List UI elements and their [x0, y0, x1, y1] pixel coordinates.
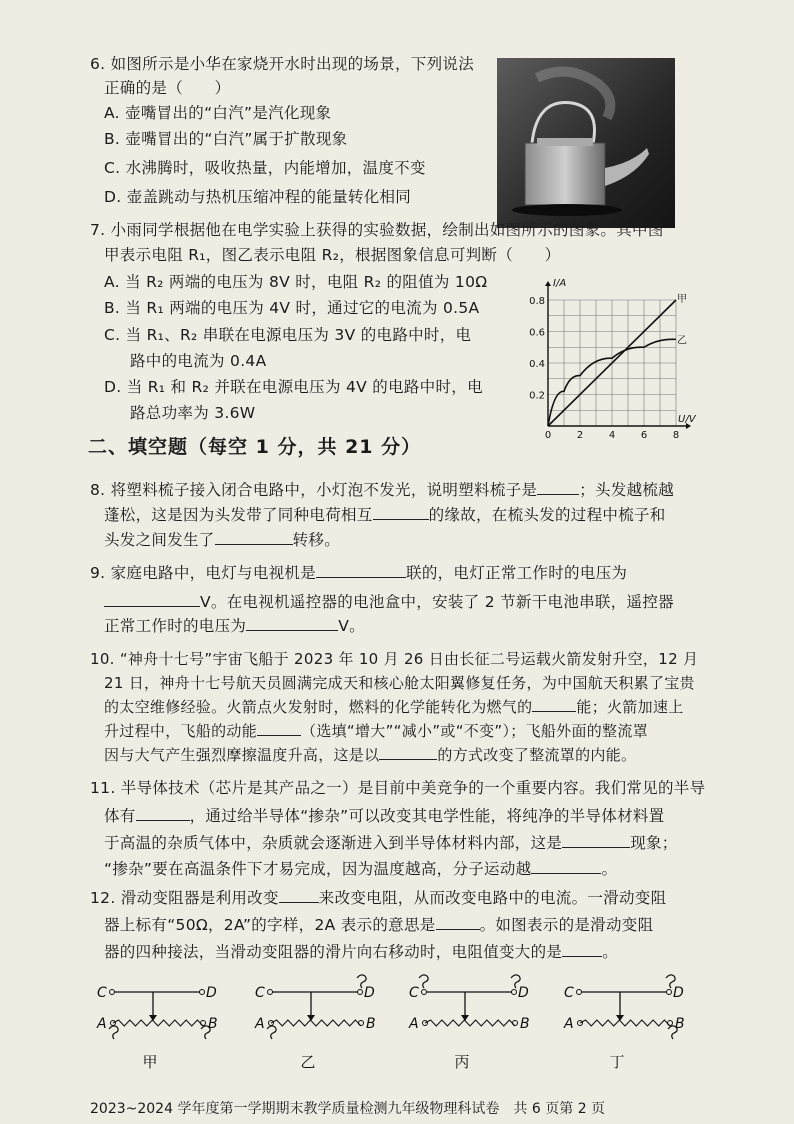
terminal-c: [422, 990, 427, 995]
q9-line2: [104, 590, 674, 612]
diagram-label: 丁: [609, 1053, 625, 1071]
terminal-d-label: D: [364, 985, 375, 1001]
kettle-photo: [497, 58, 675, 228]
lead-wire-a: [267, 1026, 276, 1039]
q10-line1: 10. “神舟十七号”宇宙飞船于 2023 年 10 月 26 日由长征二号运载火箭发射升空，12 月: [90, 650, 699, 668]
q9-blank-3[interactable]: [246, 629, 338, 631]
kettle-illustration: [497, 58, 675, 228]
q12-blank-2[interactable]: [436, 928, 480, 930]
terminal-d-label: D: [518, 985, 529, 1001]
terminal-a-label: A: [97, 1016, 107, 1032]
section-title-fill-blank: 二、填空题（每空 1 分，共 21 分）: [88, 436, 422, 458]
terminal-c: [268, 990, 273, 995]
q11-blank-1[interactable]: [136, 819, 190, 821]
page-footer: 2023~2024 学年度第一学期期末教学质量检测九年级物理科试卷 共 6 页第 2 页: [90, 1101, 606, 1117]
q12-line2: [104, 913, 653, 935]
x-axis-label: U/V: [678, 414, 696, 425]
q10-text-3a: 的太空维修经验。火箭点火发射时，燃料的化学能转化为燃气的: [104, 698, 533, 716]
q11-line2: [104, 804, 664, 826]
q11-text-4b: 。: [601, 860, 618, 878]
q12-blank-3[interactable]: [562, 955, 602, 957]
q7-option-c-line1: C. 当 R₁、R₂ 串联在电源电压为 3V 的电路中时，电: [104, 326, 472, 344]
q10-line5: [104, 744, 636, 765]
q9-text-2a: V。在电视机遥控器的电池盒中，安装了 2 节新干电池串联，遥控器: [200, 593, 674, 611]
q6-stem-line2: 正确的是（ ）: [104, 79, 231, 97]
q11-text-3b: 现象；: [630, 834, 678, 852]
q11-text-3a: 于高温的杂质气体中，杂质就会逐渐进入到半导体材料内部，这是: [104, 834, 563, 852]
terminal-d-label: D: [673, 985, 684, 1001]
q7-option-d-line1: D. 当 R₁ 和 R₂ 并联在电源电压为 4V 的电路中时，电: [104, 378, 483, 396]
rheostat-diagrams-svg: [95, 975, 685, 1075]
terminal-c: [110, 990, 115, 995]
q12-text-2a: 器上标有“50Ω，2A”的字样，2A 表示的意思是: [104, 916, 436, 934]
q6-option-a: A. 壶嘴冒出的“白汽”是汽化现象: [104, 104, 332, 122]
q6-stem-line1: 6. 如图所示是小华在家烧开水时出现的场景，下列说法: [90, 55, 475, 73]
x-tick-label: 6: [640, 430, 648, 441]
q8-blank-3[interactable]: [215, 543, 293, 545]
y-axis-label: I/A: [553, 278, 567, 289]
q10-line3: [104, 696, 684, 717]
terminal-b-label: B: [520, 1016, 530, 1032]
q6-option-d: D. 壶盖跳动与热机压缩冲程的能量转化相同: [104, 188, 412, 206]
q8-blank-1[interactable]: [537, 493, 579, 495]
q11-blank-3[interactable]: [531, 872, 601, 874]
x-tick-label: 2: [576, 430, 584, 441]
y-axis-arrow: [545, 281, 551, 286]
q12-text-3b: 。: [602, 943, 619, 961]
terminal-c-label: C: [564, 985, 574, 1001]
terminal-c-label: C: [97, 985, 107, 1001]
lead-wire-c: [419, 975, 428, 988]
q9-blank-2[interactable]: [104, 605, 200, 607]
y-tick-label: 0.4: [529, 359, 545, 370]
terminal-a-label: A: [564, 1016, 574, 1032]
q7-stem-line1: 7. 小雨同学根据他在电学实验上获得的实验数据，绘制出如图所示的图象。其中图: [90, 221, 664, 239]
rheostat-connection-diagrams: [95, 975, 685, 1075]
terminal-b-label: B: [675, 1016, 685, 1032]
terminal-b: [201, 1021, 206, 1026]
q8-line1: [90, 478, 674, 500]
terminal-d: [200, 990, 205, 995]
q8-text-3a: 头发之间发生了: [104, 531, 215, 549]
terminal-a-label: A: [409, 1016, 419, 1032]
q10-text-4b: （选填“增大”“减小”或“不变”）；飞船外面的整流罩: [301, 722, 648, 740]
q8-text-2b: 的缘故，在梳头发的过程中梳子和: [428, 506, 666, 524]
q10-line4: [104, 720, 648, 741]
q10-text-4a: 升过程中，飞船的动能: [104, 722, 258, 740]
q11-text-2a: 体有: [104, 807, 136, 825]
resistance-wire: [425, 1020, 515, 1026]
q12-text-1a: 12. 滑动变阻器是利用改变: [90, 889, 279, 907]
q10-blank-3[interactable]: [379, 758, 437, 760]
q9-blank-1[interactable]: [316, 576, 406, 578]
terminal-b: [668, 1021, 673, 1026]
q8-text-1b: ；头发越梳越: [579, 481, 675, 499]
resistance-wire: [113, 1020, 203, 1026]
terminal-b: [359, 1021, 364, 1026]
q9-line3: [104, 614, 365, 636]
q10-text-3b: 能；火箭加速上: [576, 698, 684, 716]
q11-text-4a: “掺杂”要在高温条件下才易完成，因为温度越高，分子运动越: [104, 860, 532, 878]
terminal-d: [358, 990, 363, 995]
q9-line1: [90, 561, 627, 583]
q7-option-b: B. 当 R₁ 两端的电压为 4V 时，通过它的电流为 0.5A: [104, 299, 480, 317]
q11-blank-2[interactable]: [562, 846, 630, 848]
q10-text-5b: 的方式改变了整流罩的内能。: [437, 746, 637, 764]
q7-option-d-line2: 路总功率为 3.6W: [130, 404, 256, 422]
q9-text-3b: V。: [338, 617, 365, 635]
resistance-wire: [271, 1020, 361, 1026]
x-tick-label: 0: [544, 430, 552, 441]
q6-option-c: C. 水沸腾时，吸收热量，内能增加，温度不变: [104, 159, 426, 177]
q12-line1: [90, 886, 666, 908]
q8-text-2a: 蓬松，这是因为头发带了同种电荷相互: [104, 506, 373, 524]
diagram-label: 甲: [142, 1053, 158, 1071]
q12-text-3a: 器的四种接法，当滑动变阻器的滑片向右移动时，电阻值变大的是: [104, 943, 563, 961]
terminal-c-label: C: [409, 985, 419, 1001]
q9-text-3a: 正常工作时的电压为: [104, 617, 247, 635]
q11-line4: [104, 857, 617, 879]
x-tick-label: 4: [608, 430, 616, 441]
q10-text-5a: 因与大气产生强烈摩擦温度升高，这是以: [104, 746, 380, 764]
terminal-b: [513, 1021, 518, 1026]
series-label-jia: 甲: [677, 294, 687, 305]
q7-option-a: A. 当 R₂ 两端的电压为 8V 时，电阻 R₂ 的阻值为 10Ω: [104, 273, 488, 291]
q8-text-3b: 转移。: [292, 531, 341, 549]
terminal-b-label: B: [208, 1016, 218, 1032]
q7-option-c-line2: 路中的电流为 0.4A: [130, 352, 267, 370]
q9-text-1b: 联的，电灯正常工作时的电压为: [406, 564, 628, 582]
q7-stem-line2: 甲表示电阻 R₁，图乙表示电阻 R₂，根据图象信息可判断（ ）: [104, 246, 561, 264]
x-tick-label: 8: [672, 430, 680, 441]
q12-text-1b: 来改变电阻，从而改变电路中的电流。一滑动变阻: [318, 889, 667, 907]
q6-option-b: B. 壶嘴冒出的“白汽”属于扩散现象: [104, 130, 348, 148]
series-label-yi: 乙: [677, 335, 687, 347]
q11-line1: 11. 半导体技术（芯片是其产品之一）是目前中美竞争的一个重要内容。我们常见的半导: [90, 779, 706, 797]
terminal-b-label: B: [366, 1016, 376, 1032]
resistance-wire: [580, 1020, 670, 1026]
terminal-d-label: D: [206, 985, 217, 1001]
diagram-label: 丙: [454, 1053, 470, 1071]
terminal-c-label: C: [255, 985, 265, 1001]
q11-text-2b: ，通过给半导体“掺杂”可以改变其电学性能，将纯净的半导体材料置: [189, 807, 665, 825]
diagram-label: 乙: [300, 1053, 316, 1071]
terminal-d: [667, 990, 672, 995]
q9-text-1a: 9. 家庭电路中，电灯与电视机是: [90, 564, 317, 582]
q8-line2: [104, 503, 666, 525]
q10-blank-1[interactable]: [532, 710, 576, 712]
terminal-a-label: A: [255, 1016, 265, 1032]
q12-text-2b: 。如图表示的是滑动变阻: [479, 916, 654, 934]
iu-graph: [526, 278, 696, 441]
terminal-c: [577, 990, 582, 995]
q10-line2: 21 日，神舟十七号航天员圆满完成天和核心舱太阳翼修复任务，为中国航天积累了宝贵: [104, 674, 695, 692]
q8-line3: [104, 528, 340, 550]
y-tick-label: 0.8: [529, 296, 545, 307]
y-tick-label: 0.2: [529, 390, 545, 402]
q8-blank-2[interactable]: [373, 518, 429, 520]
y-tick-label: 0.6: [529, 327, 545, 339]
terminal-d: [512, 990, 517, 995]
q12-blank-1[interactable]: [279, 901, 319, 903]
q12-line3: [104, 940, 618, 962]
q10-blank-2[interactable]: [257, 734, 301, 736]
lead-wire-a: [109, 1026, 118, 1039]
iu-graph-svg: [526, 278, 696, 441]
q11-line3: [104, 831, 678, 853]
q8-text-1a: 8. 将塑料梳子接入闭合电路中，小灯泡不发光，说明塑料梳子是: [90, 481, 538, 499]
